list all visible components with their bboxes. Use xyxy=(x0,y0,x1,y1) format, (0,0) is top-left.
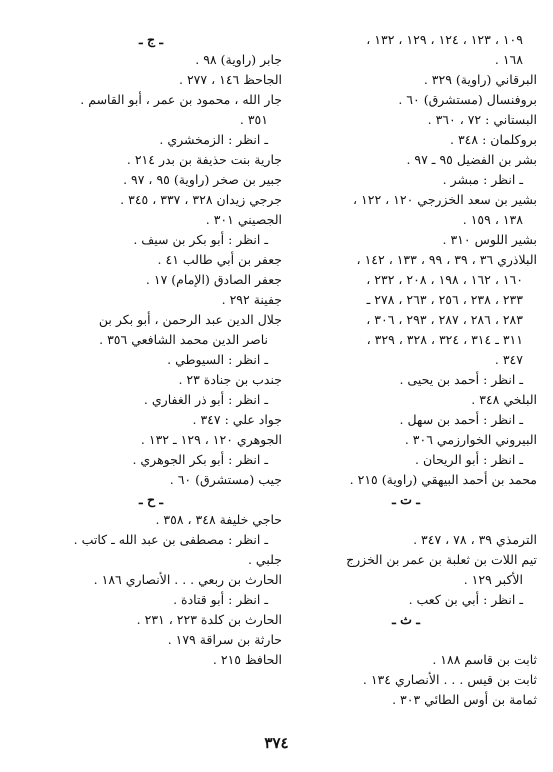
index-entry: ثمامة بن أوس الطائي ٣٠٣ . xyxy=(392,692,537,707)
index-entry: تيم اللات بن ثعلبة بن عمر بن الخزرج xyxy=(346,552,537,567)
index-entry: جندب بن جنادة ٢٣ . xyxy=(178,372,282,387)
index-entry: البرقاني (راوية) ٣٢٩ . xyxy=(423,72,537,87)
index-entry: ـ انظر : أبو بكر بن سيف . xyxy=(133,232,268,247)
index-entry: ـ انظر : الزمخشري . xyxy=(159,132,268,147)
index-entry: ١٣٨ ، ١٥٩ . xyxy=(462,212,523,227)
index-entry: ـ انظر : مصطفى بن عبد الله ـ كاتب . xyxy=(73,532,268,547)
index-entry: جابر (راوية) ٩٨ . xyxy=(195,52,282,67)
index-entry: ـ انظر : أبو بكر الجوهري . xyxy=(132,452,268,467)
index-entry: ـ انظر : أبو قتادة . xyxy=(173,592,268,607)
index-entry: جفينة ٢٩٢ . xyxy=(221,292,282,307)
index-entry: ٢٣٣ ، ٢٣٨ ، ٢٥٦ ، ٢٦٣ ، ٢٧٨ ـ xyxy=(366,292,523,307)
section-letter-heading: ـ ت ـ xyxy=(392,492,420,507)
index-entry: حارثة بن سراقة ١٧٩ . xyxy=(167,632,282,647)
index-entry: ناصر الدين محمد الشافعي ٣٥٦ . xyxy=(99,332,268,347)
index-entry: الجصيني ٣٠١ . xyxy=(205,212,282,227)
index-entry: ١٦٨ . xyxy=(494,52,523,67)
index-entry: جبير بن صخر (راوية) ٩٥ ، ٩٧ . xyxy=(123,172,282,187)
index-entry: جلبي . xyxy=(247,552,282,567)
index-entry: جار الله ، محمود بن عمر ، أبو القاسم . xyxy=(80,92,282,107)
index-entry: الأكبر ١٢٩ . xyxy=(463,572,523,587)
index-entry: بشير اللوس ٣١٠ . xyxy=(442,232,537,247)
index-entry: ـ انظر : مبشر . xyxy=(442,172,523,187)
index-column-left xyxy=(20,30,282,670)
section-letter-heading: ـ ث ـ xyxy=(392,612,420,627)
index-entry: جيب (مستشرق) ٦٠ . xyxy=(169,472,282,487)
index-entry: ثابت بن قاسم ١٨٨ . xyxy=(432,652,537,667)
section-letter-heading: ـ ج ـ xyxy=(138,32,164,47)
index-entry: بشر بن الفضيل ٩٥ ـ ٩٧ . xyxy=(406,152,537,167)
index-entry: حاجي خليفة ٣٤٨ ، ٣٥٨ . xyxy=(155,512,282,527)
index-entry: ـ انظر : أحمد بن يحيى . xyxy=(399,372,523,387)
index-entry: جرجي زيدان ٣٢٨ ، ٣٣٧ ، ٣٤٥ . xyxy=(120,192,282,207)
index-entry: ٣٤٧ . xyxy=(494,352,523,367)
index-entry: ـ انظر : أبي بن كعب . xyxy=(408,592,523,607)
index-column-right xyxy=(275,30,537,710)
index-entry: الحارث بن ربعي . . . الأنصاري ١٨٦ . xyxy=(93,572,282,587)
index-entry: ـ انظر : أحمد بن سهل . xyxy=(399,412,523,427)
index-entry: جارية بنت حذيفة بن بدر ٢١٤ . xyxy=(126,152,282,167)
index-entry: ـ انظر : السيوطي . xyxy=(167,352,268,367)
index-entry: جواد علي : ٣٤٧ . xyxy=(192,412,282,427)
index-entry: ـ انظر : أبو الريحان . xyxy=(415,452,523,467)
page-number: ٣٧٤ xyxy=(264,734,289,752)
index-entry xyxy=(275,630,537,650)
index-entry: البستاني : ٧٢ ، ٣٦٠ . xyxy=(427,112,537,127)
index-entry: ٣٥١ . xyxy=(239,112,268,127)
index-entry: جعفر بن أبي طالب ٤١ . xyxy=(157,252,282,267)
index-entry xyxy=(275,510,537,530)
index-entry: ثابت بن قيس . . . الأنصاري ١٣٤ . xyxy=(362,672,537,687)
index-entry: بشير بن سعد الخزرجي ١٢٠ ، ١٢٢ ، xyxy=(353,192,537,207)
index-entry: الترمذي ٣٩ ، ٧٨ ، ٣٤٧ . xyxy=(413,532,537,547)
index-entry: ١٠٩ ، ١٢٣ ، ١٢٤ ، ١٢٩ ، ١٣٢ ، xyxy=(366,32,523,47)
index-entry: الجاحظ ١٤٦ ، ٢٧٧ . xyxy=(179,72,282,87)
index-entry: ٣١١ ـ ٣١٤ ، ٣٢٤ ، ٣٢٨ ، ٣٢٩ ، xyxy=(366,332,523,347)
section-letter-heading: ـ ح ـ xyxy=(138,492,164,507)
index-entry: ٢٨٣ ، ٢٨٦ ، ٢٨٧ ، ٢٩٣ ، ٣٠٦ ، xyxy=(366,312,523,327)
index-entry: الحارث بن كلدة ٢٢٣ ، ٢٣١ . xyxy=(136,612,282,627)
index-entry: البيروني الخوارزمي ٣٠٦ . xyxy=(404,432,537,447)
index-entry: جلال الدين عبد الرحمن ، أبو بكر بن xyxy=(98,312,282,327)
index-entry: ـ انظر : أبو ذر الغفاري . xyxy=(143,392,268,407)
index-entry: بروفنسال (مستشرق) ٦٠ . xyxy=(398,92,537,107)
index-entry: جعفر الصادق (الإمام) ١٧ . xyxy=(145,272,282,287)
index-entry: الجوهري ١٢٠ ، ١٢٩ ـ ١٣٢ . xyxy=(140,432,282,447)
index-entry: البلاذري ٣٦ ، ٣٩ ، ٩٩ ، ١٣٣ ، ١٤٢ ، xyxy=(356,252,537,267)
index-entry: محمد بن أحمد البيهقي (راوية) ٢١٥ . xyxy=(349,472,537,487)
index-entry: ١٦٠ ، ١٦٢ ، ١٩٨ ، ٢٠٨ ، ٢٣٢ ، xyxy=(366,272,523,287)
index-entry: بروكلمان : ٣٤٨ . xyxy=(450,132,537,147)
index-entry: البلخي ٣٤٨ . xyxy=(471,392,537,407)
index-entry: الحافظ ٢١٥ . xyxy=(212,652,282,667)
